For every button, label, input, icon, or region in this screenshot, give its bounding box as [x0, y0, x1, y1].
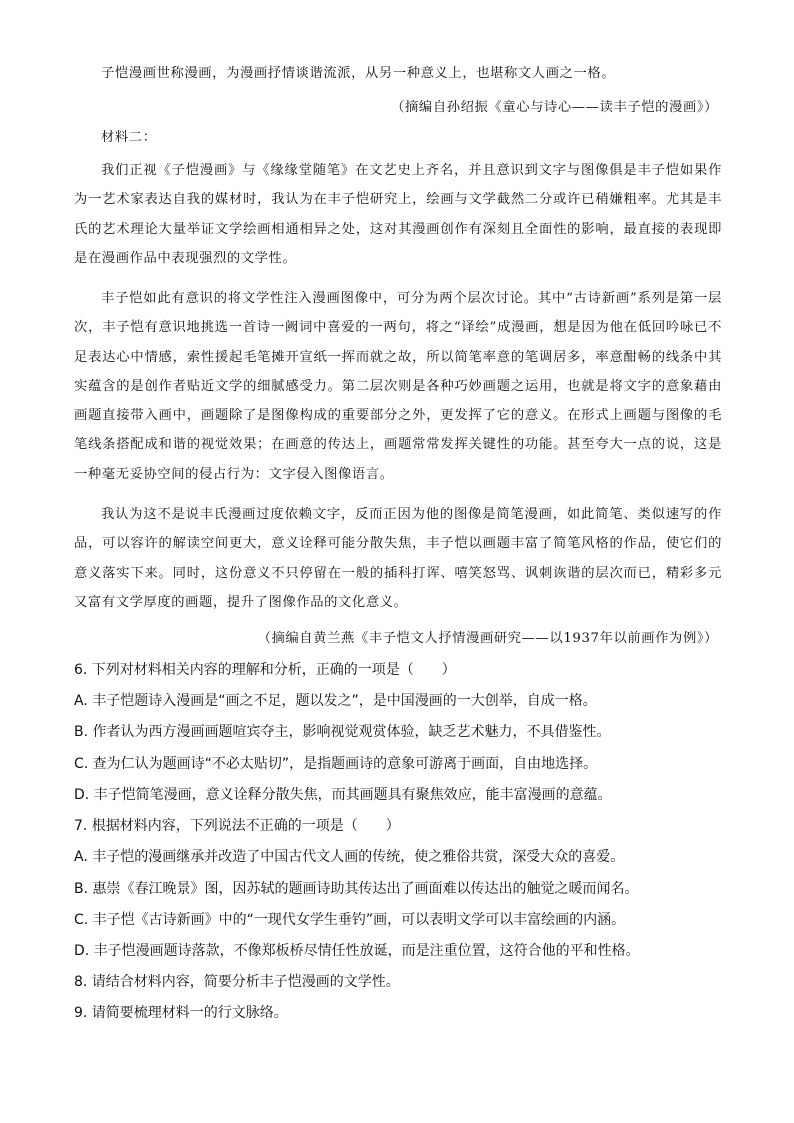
question-7-option-a: A. 丰子恺的漫画继承并改造了中国古代文人画的传统，使之雅俗共赏，深受大众的喜爱。 [74, 849, 625, 865]
question-7-option-b: B. 惠崇《春江晚景》图，因苏轼的题画诗助其传达出了画面难以传达出的触觉之暖而闻名。 [74, 881, 639, 897]
material1-tail-paragraph: 子恺漫画世称漫画，为漫画抒情谈谐流派，从另一种意义上，也堪称文人画之一格。 [101, 66, 616, 81]
material2-heading: 材料二： [101, 130, 157, 145]
question-9-stem: 9. 请简要梳理材料一的行文脉络。 [74, 1005, 288, 1021]
question-7-option-c: C. 丰子恺《古诗新画》中的“一现代女学生垂钓”画，可以表明文学可以丰富绘画的内涵。 [74, 912, 626, 928]
question-6-option-d: D. 丰子恺简笔漫画，意义诠释分散失焦，而其画题具有聚焦效应，能丰富漫画的意蕴。 [74, 787, 612, 803]
material1-source: （摘编自孙绍振《童心与诗心——读丰子恺的漫画》） [391, 100, 718, 115]
question-8-stem: 8. 请结合材料内容，简要分析丰子恺漫画的文学性。 [74, 974, 400, 990]
material2-paragraph-2: 丰子恺如此有意识的将文学性注入漫画图像中，可分为两个层次讨论。其中“古诗新画”系列是第一层次，丰子恺有意识地挑选一首诗一阙词中喜爱的一两句，将之“译绘”成漫画，想是因为他在低回吟咏已不足表达心中情感，索性援起毛笔摊开宣纸一挥而就之故，所以简笔率意的笔调居多，率意酣畅的线条中其实蕴含的是创作者贴近文学的细腻感受力。第二层次则是各种巧妙画题之运用，也就是将文字的意象藉由画题直接带入画中，画题除了是图像构成的重要部分之外，更发挥了它的意义。在形式上画题与图像的毛笔线条搭配成和谐的视觉效果；在画意的传达上，画题常常发挥关键性的功能。甚至夸大一点的说，这是一种毫无妥协空间的侵占行为：文字侵入图像语言。 [74, 291, 722, 482]
question-7-option-d: D. 丰子恺漫画题诗落款，不像郑板桥尽情任性放诞，而是注重位置，这符合他的平和性格。 [74, 943, 640, 959]
question-6-stem: 6. 下列对材料相关内容的理解和分析，正确的一项是（ ） [74, 662, 456, 678]
question-6-option-b: B. 作者认为西方漫画画题喧宾夺主，影响视觉观赏体验，缺乏艺术魅力，不具借鉴性。 [74, 724, 611, 740]
material2-source: （摘编自黄兰燕《丰子恺文人抒情漫画研究——以1937年以前画作为例》） [257, 631, 718, 646]
question-7-stem: 7. 根据材料内容，下列说法不正确的一项是（ ） [74, 818, 400, 834]
question-6-option-c: C. 查为仁认为题画诗“不必太贴切”，是指题画诗的意象可游离于画面，自由地选择。 [74, 756, 598, 772]
material2-paragraph-1: 我们正视《子恺漫画》与《缘缘堂随笔》在文艺史上齐名，并且意识到文字与图像俱是丰子恺如果作为一艺术家表达自我的媒材时，我认为在丰子恺研究上，绘画与文学截然二分或许已稍嫌粗率。尤其是丰氏的艺术理论大量举证文学绘画相通相异之处，这对其漫画创作有深刻且全面性的影响，最直接的表现即是在漫画作品中表现强烈的文学性。 [74, 163, 722, 266]
question-6-option-a: A. 丰子恺题诗入漫画是“画之不足，题以发之”，是中国漫画的一大创举，自成一格。 [74, 693, 597, 709]
material2-paragraph-3: 我认为这不是说丰氏漫画过度依赖文字，反而正因为他的图像是简笔漫画，如此简笔、类似速写的作品，可以容许的解读空间更大，意义诠释可能分散失焦，丰子恺以画题丰富了简笔风格的作品，使它们的意义落实下来。同时，这份意义不只停留在一般的插科打诨、嘻笑怒骂、讽刺诙谐的层次而已，精彩多元又富有文学厚度的画题，提升了图像作品的文化意义。 [74, 507, 722, 610]
